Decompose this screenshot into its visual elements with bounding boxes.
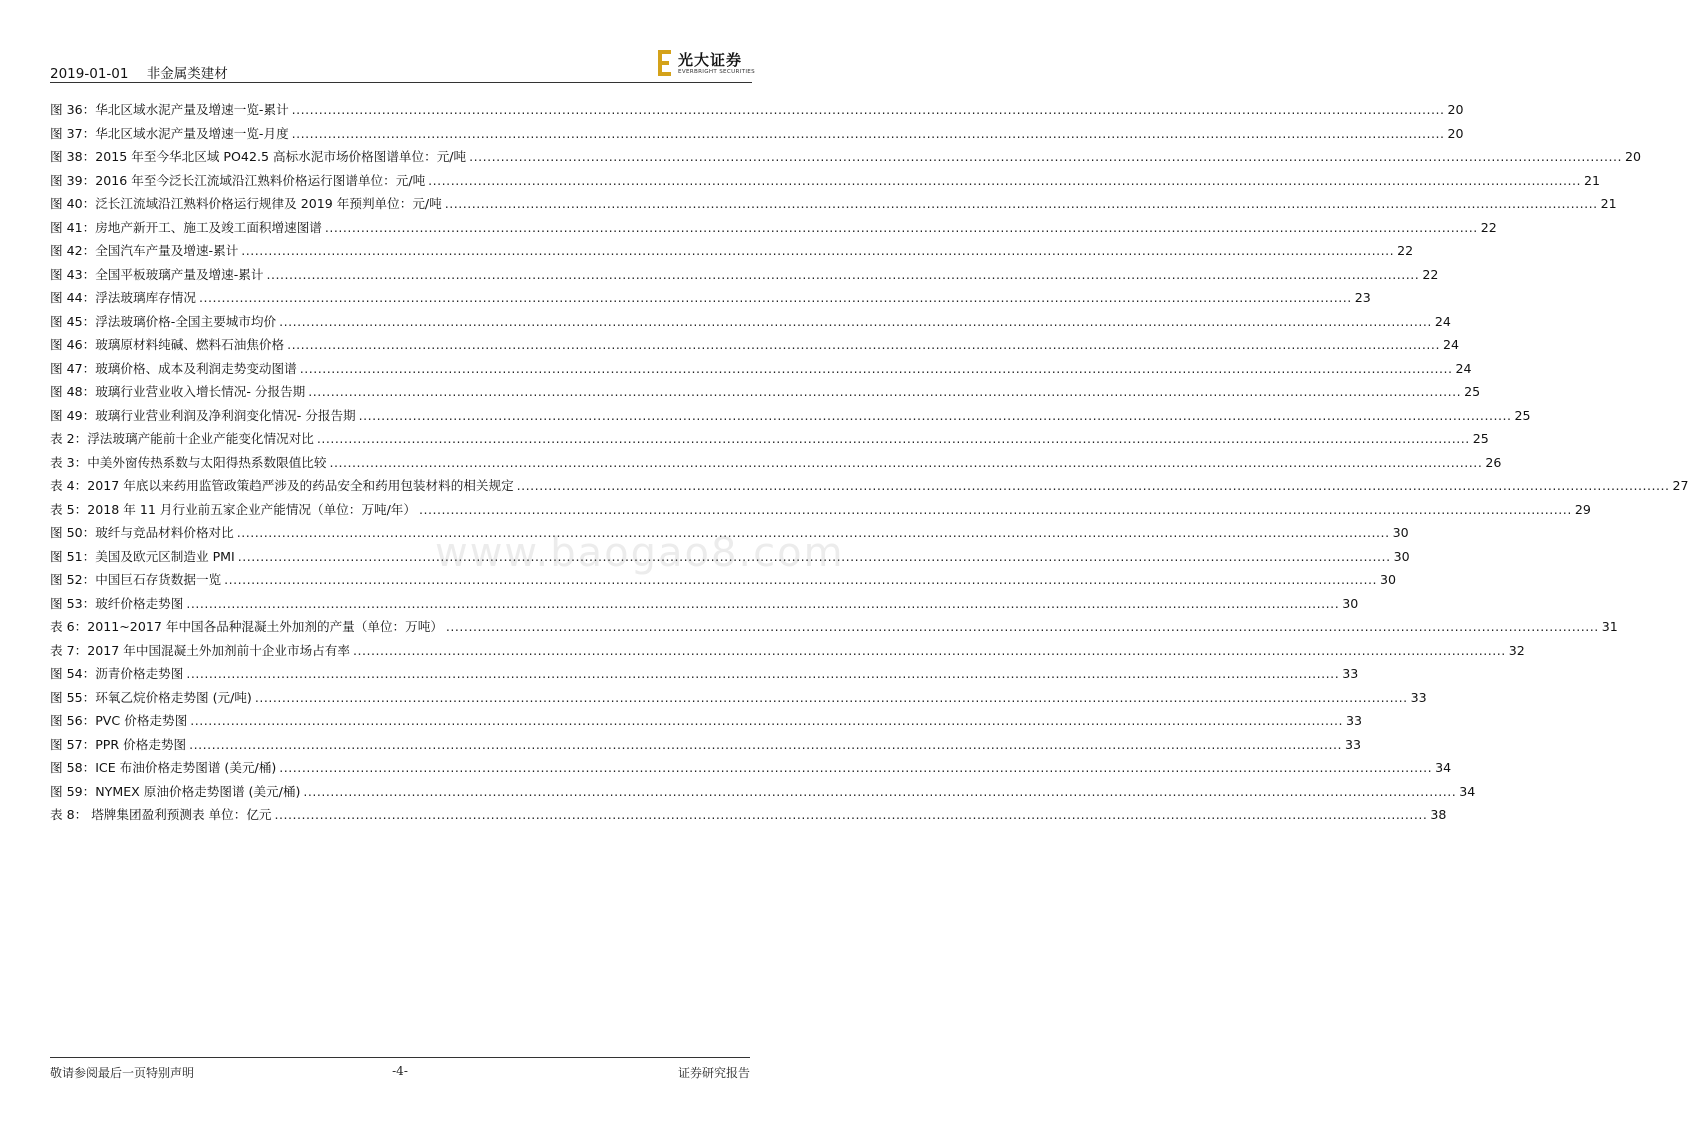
toc-entry-title: 图 49：玻璃行业营业利润及净利润变化情况- 分报告期	[50, 407, 356, 423]
toc-dot-leader	[445, 192, 1598, 216]
toc-entry[interactable]	[50, 733, 1361, 757]
toc-entry-page: 22	[1480, 219, 1497, 235]
toc-entry[interactable]	[50, 192, 1617, 216]
toc-entry[interactable]	[50, 498, 1591, 522]
everbright-logo	[658, 48, 755, 82]
watermark: www.baogao8.com	[435, 530, 845, 576]
toc-dot-leader	[446, 615, 1599, 639]
toc-entry-page: 30	[1379, 572, 1397, 587]
toc-dot-leader	[419, 498, 1572, 522]
toc-entry-page: 22	[1422, 266, 1439, 282]
toc-entry-title: 图 37：华北区域水泥产量及增速一览-月度	[50, 125, 289, 141]
toc-entry[interactable]	[50, 216, 1497, 240]
toc-entry-title: 表 5：2018 年 11 月行业前五家企业产能情况（单位：万吨/年）	[50, 501, 416, 517]
toc-entry-page: 20	[1624, 149, 1641, 164]
toc-dot-leader	[186, 662, 1339, 686]
toc-dot-leader	[317, 427, 1470, 451]
toc-entry[interactable]	[50, 239, 1414, 263]
toc-entry[interactable]	[50, 474, 1689, 498]
toc-entry[interactable]	[50, 615, 1618, 639]
toc-entry-title: 图 52：中国巨石存货数据一览	[50, 572, 222, 587]
logo-english-name: EVERBRIGHT SECURITIES	[678, 69, 755, 75]
toc-dot-leader	[353, 639, 1506, 663]
toc-entry[interactable]	[50, 662, 1359, 686]
toc-entry[interactable]	[50, 122, 1464, 146]
toc-entry-title: 图 36：华北区域水泥产量及增速一览-累计	[50, 102, 289, 117]
toc-entry[interactable]	[50, 780, 1476, 804]
toc-entry[interactable]	[50, 169, 1601, 193]
header-info	[50, 62, 228, 82]
footer-report-type: 证券研究报告	[677, 1066, 750, 1080]
toc-entry[interactable]	[50, 145, 1641, 169]
toc-entry-title: 图 53：玻纤价格走势图	[50, 595, 184, 611]
toc-entry-page: 25	[1514, 407, 1531, 423]
toc-entry-title: 图 51：美国及欧元区制造业 PMI	[50, 548, 235, 564]
toc-dot-leader	[255, 686, 1408, 710]
toc-dot-leader	[279, 756, 1432, 780]
toc-entry[interactable]	[50, 286, 1371, 310]
toc-entry-page: 20	[1447, 102, 1464, 117]
toc-entry-page: 32	[1508, 642, 1525, 658]
toc-entry-title: 图 43：全国平板玻璃产量及增速-累计	[50, 266, 264, 282]
report-date: 2019-01-01	[50, 66, 129, 82]
toc-entry-title: 表 7：2017 年中国混凝土外加剂前十企业市场占有率	[50, 642, 350, 658]
toc-dot-leader	[517, 474, 1670, 498]
toc-entry-page: 24	[1434, 313, 1451, 329]
toc-entry-page: 23	[1354, 290, 1371, 305]
toc-entry-page: 26	[1485, 454, 1502, 470]
toc-entry-page: 33	[1410, 689, 1427, 705]
toc-entry[interactable]	[50, 98, 1464, 122]
toc-entry[interactable]	[50, 333, 1459, 357]
toc-entry-title: 表 3：中美外窗传热系数与太阳得热系数限值比较	[50, 454, 327, 470]
table-of-contents	[50, 98, 1689, 827]
toc-entry-page: 25	[1464, 384, 1481, 399]
toc-entry-title: 图 42：全国汽车产量及增速-累计	[50, 243, 239, 258]
toc-entry-page: 21	[1584, 172, 1601, 188]
toc-entry[interactable]	[50, 310, 1451, 334]
toc-entry-title: 图 54：沥青价格走势图	[50, 666, 184, 681]
toc-entry-page: 30	[1393, 548, 1410, 564]
toc-dot-leader	[287, 333, 1440, 357]
toc-entry-page: 30	[1342, 595, 1359, 611]
toc-dot-leader	[186, 592, 1339, 616]
toc-entry[interactable]	[50, 592, 1359, 616]
page-number: -4-	[392, 1064, 408, 1078]
toc-dot-leader	[275, 803, 1428, 827]
toc-entry-title: 图 41：房地产新开工、施工及竣工面积增速图谱	[50, 219, 322, 235]
toc-entry-page: 33	[1342, 666, 1359, 681]
toc-dot-leader	[300, 357, 1453, 381]
toc-entry[interactable]	[50, 686, 1427, 710]
toc-entry-page: 20	[1447, 125, 1464, 141]
toc-entry-title: 图 38：2015 年至今华北区域 PO42.5 高标水泥市场价格图谱单位：元/吨	[50, 149, 467, 164]
toc-entry-title: 表 8： 塔牌集团盈利预测表 单位：亿元	[50, 807, 272, 822]
toc-entry[interactable]	[50, 803, 1447, 827]
toc-entry[interactable]	[50, 756, 1452, 780]
toc-dot-leader	[469, 145, 1622, 169]
toc-entry-title: 图 46：玻璃原材料纯碱、燃料石油焦价格	[50, 337, 285, 352]
header-divider	[50, 82, 752, 83]
toc-entry-title: 图 47：玻璃价格、成本及利润走势变动图谱	[50, 360, 297, 376]
footer-divider	[50, 1057, 750, 1058]
toc-entry-page: 24	[1442, 337, 1459, 352]
toc-dot-leader	[199, 286, 1352, 310]
toc-dot-leader	[359, 404, 1512, 428]
toc-entry-page: 27	[1672, 478, 1689, 493]
toc-entry[interactable]	[50, 263, 1439, 287]
toc-entry-page: 34	[1435, 760, 1452, 775]
toc-dot-leader	[190, 709, 1343, 733]
toc-dot-leader	[292, 122, 1445, 146]
toc-dot-leader	[241, 239, 1394, 263]
toc-entry[interactable]	[50, 451, 1502, 475]
toc-entry-title: 表 4：2017 年底以来药用监管政策趋严涉及的药品安全和药用包装材料的相关规定	[50, 478, 514, 493]
toc-entry-title: 图 56：PVC 价格走势图	[50, 713, 188, 728]
toc-entry-page: 30	[1392, 525, 1409, 540]
toc-entry-page: 21	[1600, 196, 1617, 211]
toc-entry-title: 图 40：泛长江流域沿江熟料价格运行规律及 2019 年预判单位：元/吨	[50, 196, 442, 211]
logo-chinese-name: 光大证券	[678, 51, 743, 69]
report-sector: 非金属类建材	[146, 66, 228, 82]
toc-entry-page: 25	[1472, 431, 1489, 446]
toc-dot-leader	[303, 780, 1456, 804]
toc-entry[interactable]	[50, 404, 1531, 428]
toc-dot-leader	[325, 216, 1478, 240]
toc-entry-page: 33	[1344, 736, 1361, 752]
toc-entry-title: 图 50：玻纤与竞品材料价格对比	[50, 525, 234, 540]
toc-entry-page: 38	[1430, 807, 1447, 822]
toc-entry-title: 图 44：浮法玻璃库存情况	[50, 290, 196, 305]
toc-dot-leader	[308, 380, 1461, 404]
toc-dot-leader	[279, 310, 1432, 334]
toc-dot-leader	[330, 451, 1483, 475]
toc-entry-page: 34	[1459, 783, 1476, 799]
toc-dot-leader	[292, 98, 1445, 122]
toc-entry-title: 表 6：2011~2017 年中国各品种混凝土外加剂的产量（单位：万吨）	[50, 619, 443, 634]
toc-entry-title: 表 2：浮法玻璃产能前十企业产能变化情况对比	[50, 431, 314, 446]
toc-entry-page: 33	[1346, 713, 1363, 728]
toc-entry-title: 图 57：PPR 价格走势图	[50, 736, 187, 752]
toc-entry[interactable]	[50, 380, 1481, 404]
toc-entry-page: 31	[1601, 619, 1618, 634]
footer-disclaimer: 敬请参阅最后一页特别声明	[50, 1066, 195, 1080]
toc-entry-title: 图 58：ICE 布油价格走势图谱 (美元/桶)	[50, 760, 277, 775]
toc-dot-leader	[266, 263, 1419, 287]
toc-entry[interactable]	[50, 357, 1472, 381]
toc-entry-title: 图 45：浮法玻璃价格-全国主要城市均价	[50, 313, 277, 329]
page-header	[50, 48, 755, 84]
toc-entry-title: 图 55：环氧乙烷价格走势图 (元/吨)	[50, 689, 252, 705]
everbright-logo-mark-icon	[658, 50, 672, 76]
toc-entry[interactable]	[50, 639, 1525, 663]
toc-dot-leader	[189, 733, 1342, 757]
toc-entry[interactable]	[50, 427, 1489, 451]
toc-entry-title: 图 59：NYMEX 原油价格走势图谱 (美元/桶)	[50, 783, 301, 799]
toc-entry-page: 24	[1455, 360, 1472, 376]
toc-entry-page: 29	[1574, 501, 1591, 517]
toc-entry-title: 图 48：玻璃行业营业收入增长情况- 分报告期	[50, 384, 306, 399]
toc-dot-leader	[428, 169, 1581, 193]
toc-entry-page: 22	[1397, 243, 1414, 258]
toc-entry[interactable]	[50, 709, 1363, 733]
toc-entry-title: 图 39：2016 年至今泛长江流域沿江熟料价格运行图谱单位：元/吨	[50, 172, 426, 188]
